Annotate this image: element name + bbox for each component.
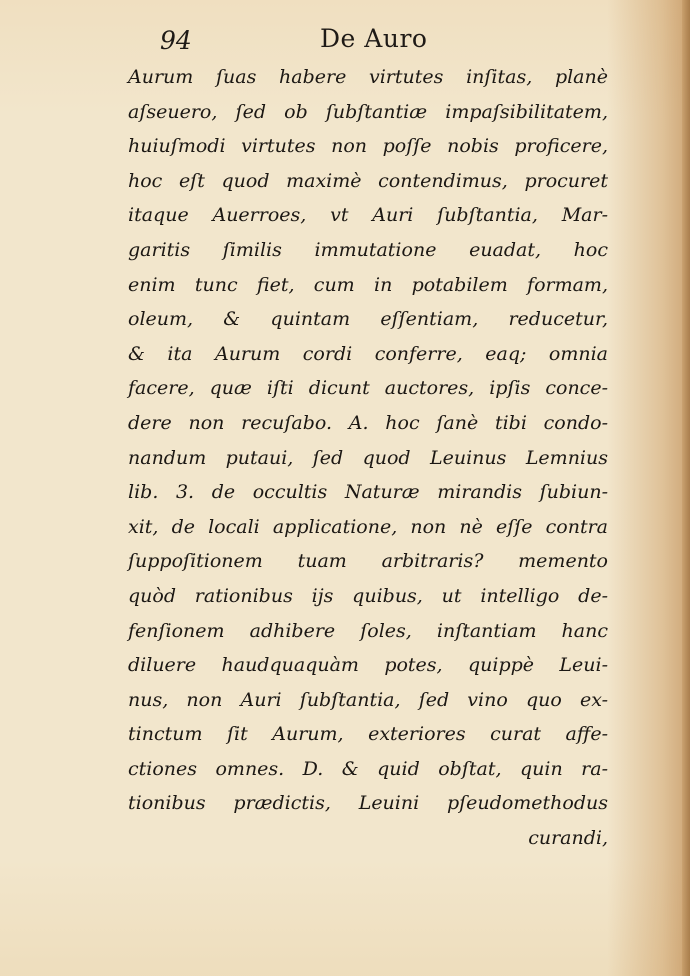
text-line: tinctum ſit Aurum, exteriores curat affe- <box>128 723 608 746</box>
page-number: 94 <box>160 26 192 55</box>
page-header <box>0 24 690 58</box>
text-line: huiuſmodi virtutes non poſſe nobis proficere, <box>128 135 608 158</box>
text-line: dere non recuſabo. A. hoc ſanè tibi condo- <box>128 411 608 434</box>
text-line: Aurum ſuas habere virtutes inſitas, planè <box>128 66 608 88</box>
text-line: ſuppoſitionem tuam arbitraris? memento <box>128 550 608 573</box>
body-text <box>128 60 608 856</box>
running-head: De Auro <box>320 24 428 53</box>
text-line: xit, de locali applicatione, non nè eſſe contra <box>128 515 608 538</box>
text-line: ctiones omnes. D. & quid obſtat, quin ra- <box>128 757 608 780</box>
text-line: facere, quæ iſti dicunt auctores, ipſis conce- <box>128 377 608 400</box>
text-line: & ita Aurum cordi conferre, eaq; omnia <box>128 342 608 365</box>
text-line: oleum, & quintam eſſentiam, reducetur, <box>128 308 608 331</box>
text-line: garitis ſimilis immutatione euadat, hoc <box>128 238 608 261</box>
page-edge-shadow <box>682 0 690 976</box>
text-line: enim tunc fiet, cum in potabilem formam, <box>128 273 608 296</box>
text-line: itaque Auerroes, vt Auri ſubſtantia, Mar- <box>128 204 608 227</box>
text-line: diluere haudquaquàm potes, quippè Leui- <box>128 654 608 677</box>
text-line: fenſionem adhibere ſoles, inſtantiam hanc <box>128 619 608 642</box>
text-line: hoc eſt quod maximè contendimus, procuret <box>128 169 608 192</box>
text-line: lib. 3. de occultis Naturæ mirandis ſubiun- <box>128 481 608 504</box>
text-line: aſseuero, ſed ob ſubſtantiæ impaſsibilitatem, <box>128 100 608 123</box>
text-line: quòd rationibus ijs quibus, ut intelligo de- <box>128 584 608 607</box>
text-line: nus, non Auri ſubſtantia, ſed vino quo ex- <box>128 688 608 711</box>
text-line: nandum putaui, ſed quod Leuinus Lemnius <box>128 446 608 469</box>
text-line: tionibus prædictis, Leuini pſeudomethodus <box>128 792 608 815</box>
catchword: curandi, <box>528 827 608 850</box>
